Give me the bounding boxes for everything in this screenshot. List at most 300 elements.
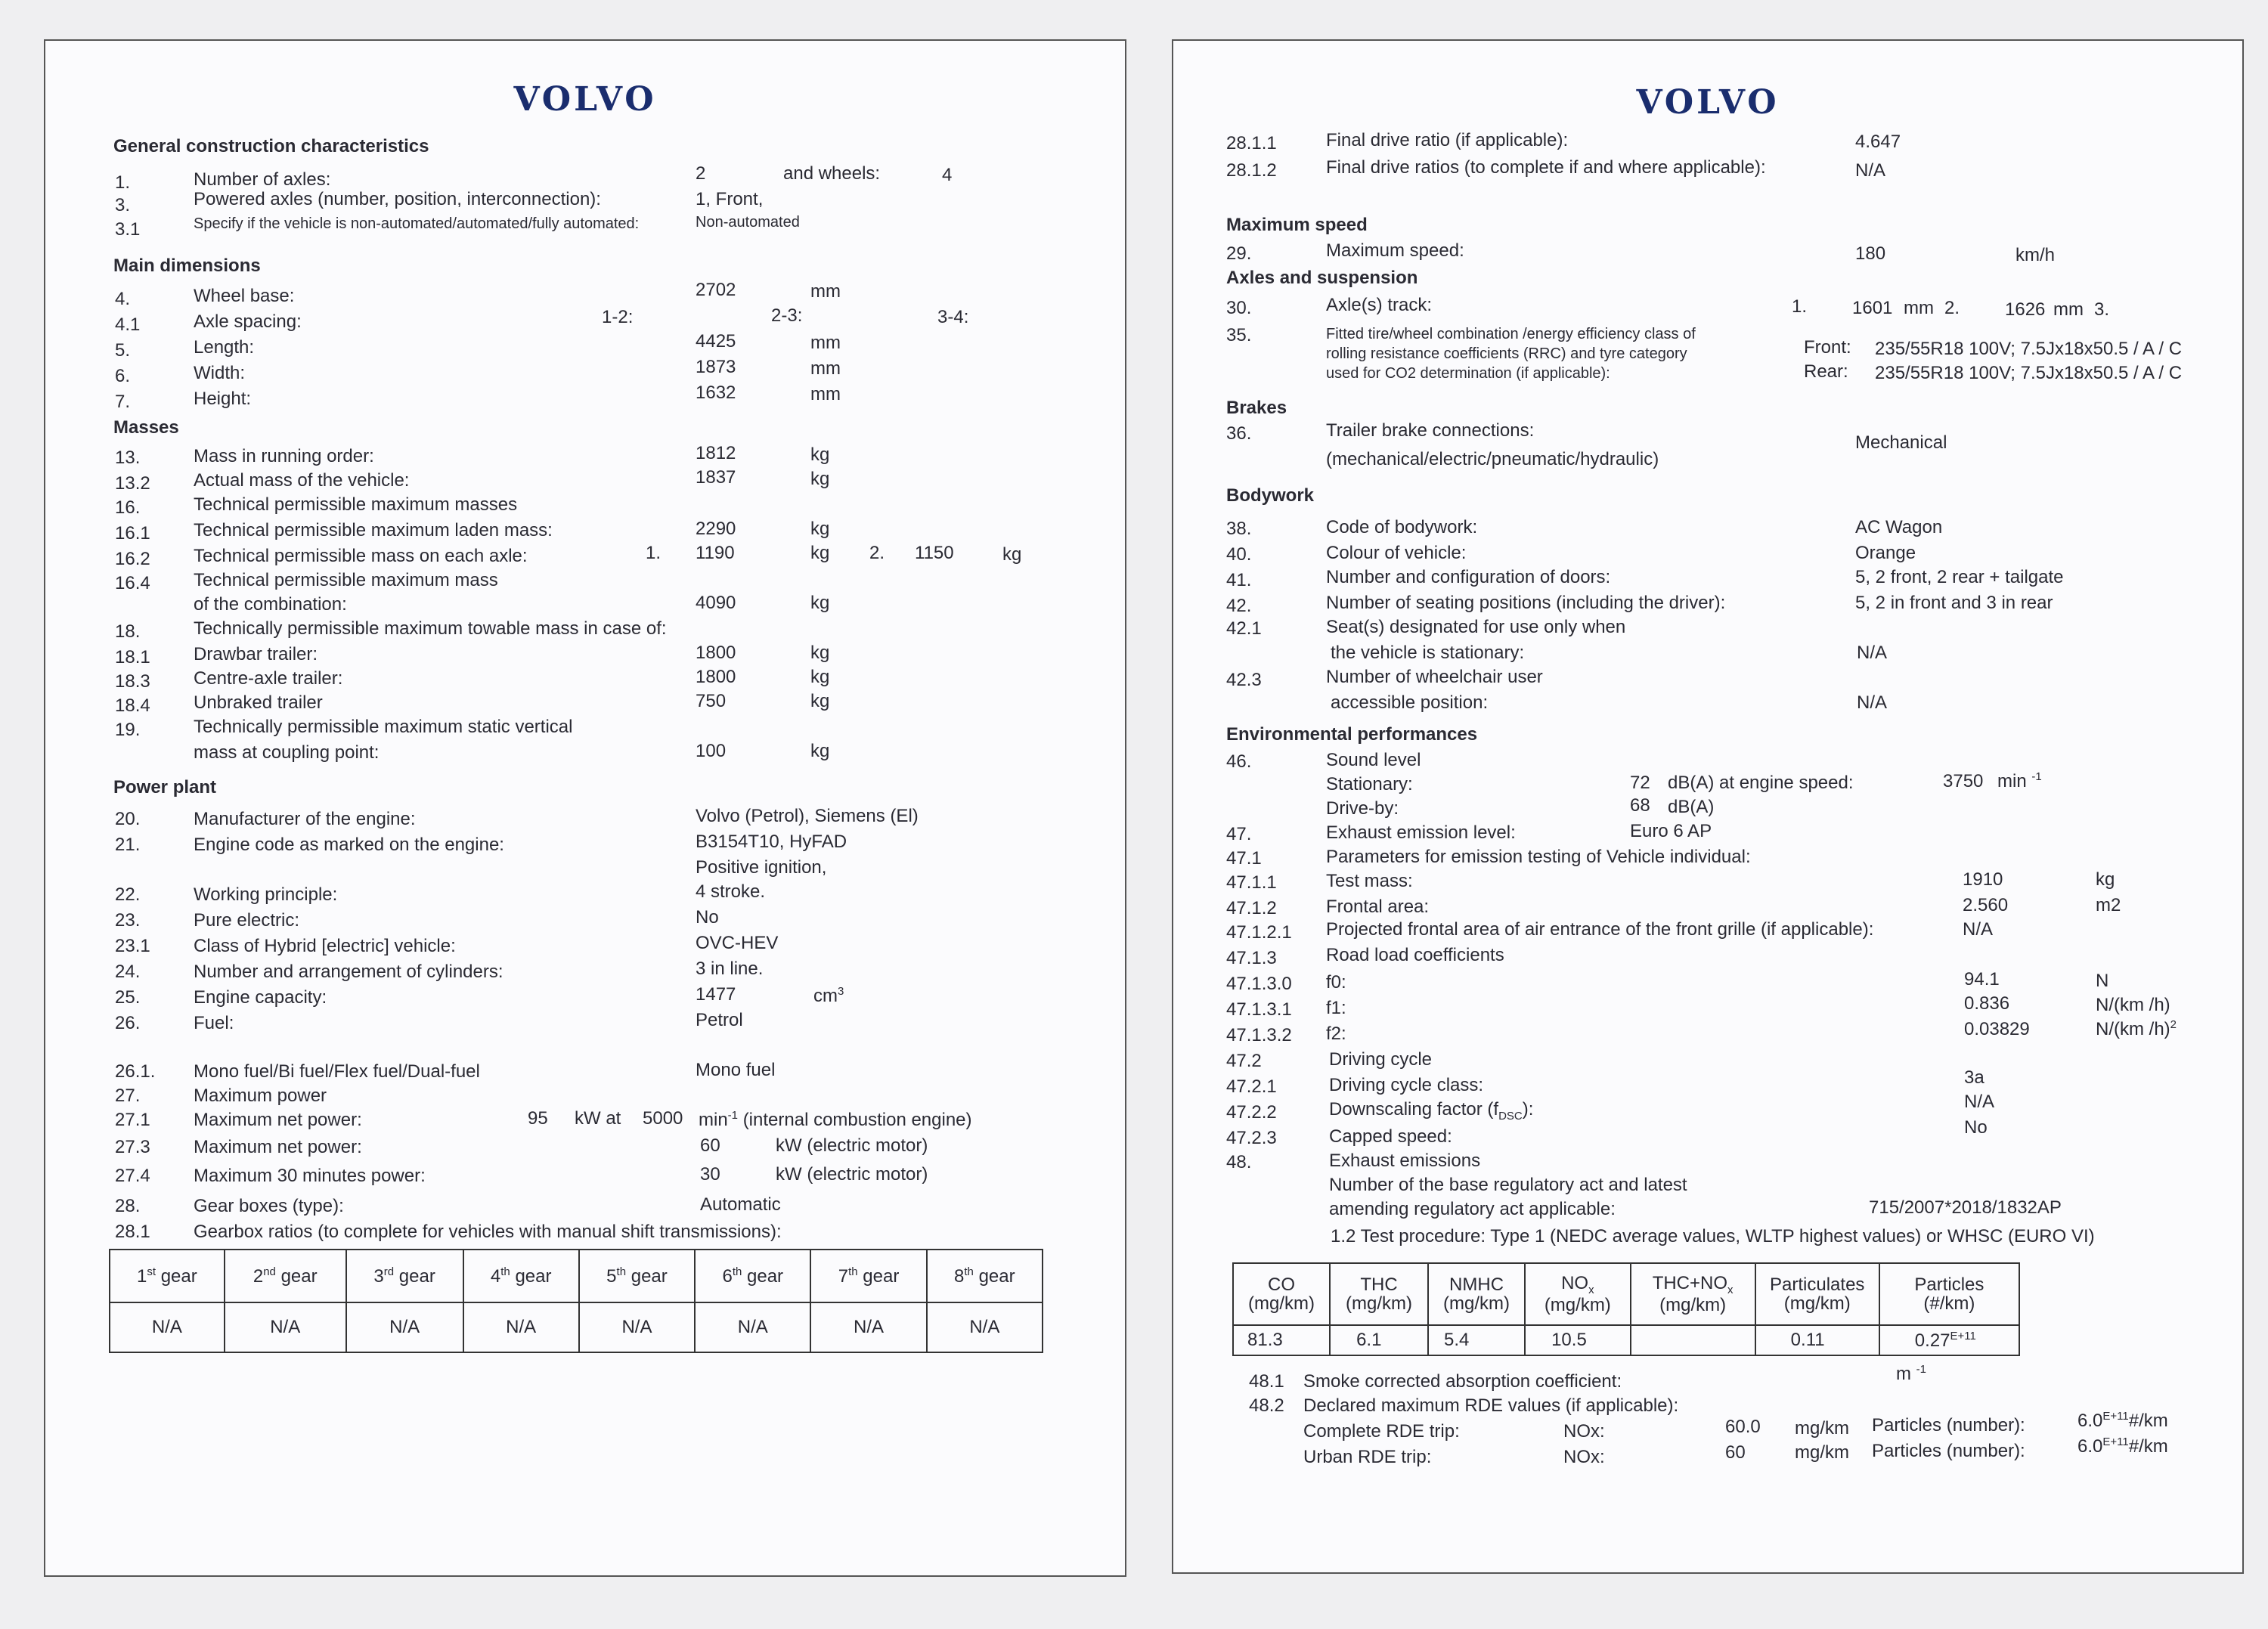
row-value: AC Wagon xyxy=(1855,517,1943,537)
row-number: 47.1.2 xyxy=(1226,898,1277,918)
row-unit xyxy=(1997,771,2042,791)
row-label: Code of bodywork: xyxy=(1326,517,1478,537)
row-unit: mm xyxy=(810,281,841,302)
row-label: 3-4: xyxy=(937,307,969,327)
emissions-header-cell: NMHC (mg/km) xyxy=(1428,1263,1525,1325)
gear-value-cell: N/A xyxy=(810,1302,926,1352)
row-value: Orange xyxy=(1855,543,1916,563)
row-label: 1. xyxy=(1792,296,1808,317)
row-number: 47.1.3.2 xyxy=(1226,1025,1292,1045)
rde-unit: mg/km xyxy=(1795,1442,1849,1463)
row-label: 2-3: xyxy=(771,305,803,326)
row-value: Positive ignition, xyxy=(696,857,827,878)
row-value: 5000 xyxy=(643,1108,683,1129)
row-value: N/A xyxy=(1964,1092,1995,1112)
row-label: Maximum net power: xyxy=(194,1137,362,1157)
row-value: Mono fuel xyxy=(696,1060,776,1080)
row-value: 1150 xyxy=(915,543,954,563)
row-label: Final drive ratio (if applicable): xyxy=(1326,130,1569,150)
row-value: 2.560 xyxy=(1963,895,2009,915)
unit-cm: cm xyxy=(813,986,838,1006)
unit-exp: -1 xyxy=(2031,770,2042,783)
row-label: Road load coefficients xyxy=(1326,945,1504,965)
unit-exp: 2 xyxy=(2170,1018,2177,1031)
row-unit xyxy=(813,986,844,1005)
row-value: No xyxy=(696,907,719,928)
row-number: 16.4 xyxy=(115,573,150,593)
row-unit: mm xyxy=(2053,299,2084,320)
row-label: Powered axles (number, position, interconnection): xyxy=(194,189,601,209)
row-label: Width: xyxy=(194,363,246,383)
particles-value: 0.27 xyxy=(1914,1330,1950,1351)
row-number: 18.3 xyxy=(115,671,150,692)
row-number: 7. xyxy=(115,392,131,412)
right-page xyxy=(1172,39,2244,1574)
row-number: 21. xyxy=(115,835,141,855)
row-number: 47.1.1 xyxy=(1226,872,1277,893)
gear-value-row xyxy=(110,1302,1043,1352)
gear-value-cell: N/A xyxy=(463,1302,579,1352)
rde-particles-value xyxy=(2077,1411,2168,1430)
row-unit xyxy=(2096,1019,2177,1039)
row-label: (mechanical/electric/pneumatic/hydraulic) xyxy=(1326,449,1659,469)
emissions-header-cell: Particles (#/km) xyxy=(1879,1263,2019,1325)
row-value: N/A xyxy=(1855,160,1886,181)
unit-exp: -1 xyxy=(727,1109,739,1122)
row-unit: mm xyxy=(810,358,841,379)
row-value: 1910 xyxy=(1963,869,2003,890)
test-procedure-label: 1.2 Test procedure: Type 1 (NEDC average values, WLTP highest values) or WHSC (EURO VI) xyxy=(1331,1226,2095,1247)
row-label: 3. xyxy=(2094,299,2110,320)
row-value: 72 xyxy=(1630,773,1650,793)
rde-label: Urban RDE trip: xyxy=(1303,1447,1432,1467)
emissions-header-cell: $NO_x$ (mg/km) xyxy=(1525,1263,1630,1325)
row-label: Engine code as marked on the engine: xyxy=(194,835,504,855)
row-label: Driving cycle xyxy=(1329,1049,1433,1070)
row-label: Gear boxes (type): xyxy=(194,1196,344,1216)
row-value: 3750 xyxy=(1943,771,1984,791)
row-value: 4090 xyxy=(696,593,736,613)
row-value: 100 xyxy=(696,741,727,761)
rde-value: 60 xyxy=(1725,1442,1746,1463)
row-number: 47.1.3.0 xyxy=(1226,974,1292,994)
row-number: 47.1.3.1 xyxy=(1226,999,1292,1020)
rde-particles-label: Particles (number): xyxy=(1872,1415,2025,1435)
row-label: Rear: xyxy=(1804,361,1848,382)
emissions-value-cell: 5.4 xyxy=(1428,1325,1525,1355)
emissions-header-cell: THC (mg/km) xyxy=(1330,1263,1428,1325)
row-number: 47. xyxy=(1226,824,1252,844)
row-value: Mechanical xyxy=(1855,432,1947,453)
volvo-logo: VOLVO xyxy=(1636,83,1780,122)
row-label: Declared maximum RDE values (if applicable): xyxy=(1303,1395,1679,1416)
row-value: 1800 xyxy=(696,667,736,687)
row-number: 48.2 xyxy=(1249,1395,1284,1416)
row-unit: kg xyxy=(810,543,830,563)
row-unit: mm xyxy=(810,333,841,353)
row-number: 42.3 xyxy=(1226,670,1262,690)
row-number: 28. xyxy=(115,1196,141,1216)
rde-particles-label: Particles (number): xyxy=(1872,1441,2025,1461)
row-label: Technical permissible maximum laden mass: xyxy=(194,520,553,540)
heading-bodywork: Bodywork xyxy=(1226,485,1315,506)
rde-particles-num: 6.0 xyxy=(2077,1436,2103,1457)
row-label: mass at coupling point: xyxy=(194,742,380,763)
gear-value-cell: N/A xyxy=(695,1302,810,1352)
row-unit xyxy=(699,1110,972,1129)
row-value: Volvo (Petrol), Siemens (El) xyxy=(696,806,919,826)
row-value: Euro 6 AP xyxy=(1630,821,1712,841)
row-label: Colour of vehicle: xyxy=(1326,543,1467,563)
row-number: 13.2 xyxy=(115,473,150,494)
unit-exp: -1 xyxy=(1916,1363,1927,1376)
emissions-value-cell: 10.5 xyxy=(1525,1325,1630,1355)
heading-general: General construction characteristics xyxy=(113,136,429,156)
row-unit: kg xyxy=(2096,869,2115,890)
row-number: 26. xyxy=(115,1013,141,1033)
row-label: Technical permissible mass on each axle: xyxy=(194,546,528,566)
row-unit: kg xyxy=(810,643,830,663)
row-number: 25. xyxy=(115,987,141,1008)
row-value: 4.647 xyxy=(1855,132,1901,152)
row-number: 27.4 xyxy=(115,1166,150,1186)
row-value: 235/55R18 100V; 7.5Jx18x50.5 / A / C xyxy=(1875,363,2183,383)
row-label: Number of wheelchair user xyxy=(1326,667,1543,687)
emissions-header-cell: $THC+NO_x$ (mg/km) xyxy=(1631,1263,1755,1325)
row-number: 42.1 xyxy=(1226,618,1262,639)
row-number: 13. xyxy=(115,448,141,468)
row-label: Mass in running order: xyxy=(194,446,374,466)
label-text: Downscaling factor (f xyxy=(1329,1099,1499,1120)
row-label: Maximum speed: xyxy=(1326,240,1464,261)
row-label: Specify if the vehicle is non-automated/automated/fully automated: xyxy=(194,215,640,232)
row-label: used for CO2 determination (if applicable): xyxy=(1326,365,1610,382)
row-label: f0: xyxy=(1326,972,1346,993)
row-number: 48. xyxy=(1226,1152,1252,1172)
row-value: 235/55R18 100V; 7.5Jx18x50.5 / A / C xyxy=(1875,339,2183,359)
row-label: Frontal area: xyxy=(1326,897,1430,917)
unit-min: min xyxy=(1997,771,2027,791)
gear-header-cell: 4th gear xyxy=(463,1250,579,1302)
row-number: 3.1 xyxy=(115,219,141,240)
gear-header-cell: 3rd gear xyxy=(346,1250,463,1302)
row-value: Non-automated xyxy=(696,214,800,231)
row-value: 1190 xyxy=(696,543,735,563)
row-label: Fuel: xyxy=(194,1013,234,1033)
row-label: Manufacturer of the engine: xyxy=(194,809,416,829)
rde-particles-exp: E+11 xyxy=(2102,1435,2129,1448)
row-value: OVC-HEV xyxy=(696,933,779,953)
row-value: 2 xyxy=(696,163,706,184)
rde-particles-unit: #/km xyxy=(2128,1436,2168,1457)
row-label: Drawbar trailer: xyxy=(194,644,318,664)
row-value: Automatic xyxy=(700,1194,781,1215)
row-value: Petrol xyxy=(696,1010,743,1030)
row-number: 5. xyxy=(115,340,131,361)
row-value: 1812 xyxy=(696,443,736,463)
row-number: 4.1 xyxy=(115,314,141,335)
row-number: 24. xyxy=(115,962,141,982)
row-value: 715/2007*2018/1832AP xyxy=(1869,1197,2062,1218)
rde-particles-unit: #/km xyxy=(2128,1411,2168,1431)
gear-header-cell: 8th gear xyxy=(927,1250,1043,1302)
emissions-value-row xyxy=(1233,1325,2019,1355)
row-label: 1. xyxy=(646,543,662,563)
row-number: 22. xyxy=(115,884,141,905)
emissions-header-row xyxy=(1233,1263,2019,1325)
row-unit: kW (electric motor) xyxy=(776,1135,928,1156)
row-label: Number of seating positions (including the driver): xyxy=(1326,593,1726,613)
gearbox-ratio-table xyxy=(109,1249,1043,1353)
row-value: 1477 xyxy=(696,984,736,1005)
row-number: 47.2.2 xyxy=(1226,1102,1277,1123)
row-number: 6. xyxy=(115,366,131,386)
row-number: 4. xyxy=(115,289,131,309)
row-unit: m2 xyxy=(2096,895,2121,915)
row-value: 0.03829 xyxy=(1964,1019,2030,1039)
row-label: Stationary: xyxy=(1326,774,1413,794)
row-number: 35. xyxy=(1226,325,1252,345)
row-unit: kg xyxy=(810,519,830,539)
row-label: Length: xyxy=(194,337,255,358)
row-number: 47.1.3 xyxy=(1226,948,1277,968)
row-label: the vehicle is stationary: xyxy=(1331,643,1525,663)
row-label: Gearbox ratios (to complete for vehicles with manual shift transmissions): xyxy=(194,1222,782,1242)
row-unit: kg xyxy=(810,469,830,489)
row-value: 60 xyxy=(700,1135,720,1156)
row-number: 16.2 xyxy=(115,549,150,569)
row-label: Actual mass of the vehicle: xyxy=(194,470,410,491)
row-number: 46. xyxy=(1226,751,1252,772)
row-label: Axle(s) track: xyxy=(1326,295,1433,315)
row-value: 0.836 xyxy=(1964,993,2010,1014)
gear-header-row xyxy=(110,1250,1043,1302)
row-label: Centre-axle trailer: xyxy=(194,668,343,689)
row-label: Seat(s) designated for use only when xyxy=(1326,617,1626,637)
row-label: Class of Hybrid [electric] vehicle: xyxy=(194,936,456,956)
row-number: 36. xyxy=(1226,423,1252,444)
gear-header-cell: 7th gear xyxy=(810,1250,926,1302)
gear-value-cell: N/A xyxy=(579,1302,695,1352)
row-unit: kW (electric motor) xyxy=(776,1164,928,1185)
row-number: 47.2.3 xyxy=(1226,1128,1277,1148)
row-value: No xyxy=(1964,1117,1988,1138)
row-number: 47.1 xyxy=(1226,848,1262,869)
row-label: Drive-by: xyxy=(1326,798,1399,819)
label-end: ): xyxy=(1522,1099,1534,1120)
row-label: Working principle: xyxy=(194,884,338,905)
row-value: 5, 2 in front and 3 in rear xyxy=(1855,593,2053,613)
row-value: 1601 xyxy=(1852,298,1893,318)
row-unit: kg xyxy=(810,444,830,465)
gear-header-cell: 6th gear xyxy=(695,1250,810,1302)
left-page xyxy=(44,39,1126,1577)
heading-max-speed: Maximum speed xyxy=(1226,215,1368,235)
row-value: 30 xyxy=(700,1164,720,1185)
row-number: 16.1 xyxy=(115,523,150,544)
emissions-value-cell xyxy=(1631,1325,1755,1355)
row-label: Smoke corrected absorption coefficient: xyxy=(1303,1371,1622,1392)
row-label: Maximum net power: xyxy=(194,1110,362,1130)
row-label: Parameters for emission testing of Vehicle individual: xyxy=(1326,847,1751,867)
row-number: 28.1.1 xyxy=(1226,133,1277,153)
emissions-table xyxy=(1232,1262,2020,1356)
row-value: 68 xyxy=(1630,795,1650,816)
volvo-logo: VOLVO xyxy=(513,80,657,119)
row-value: 180 xyxy=(1855,243,1886,264)
row-value: N/A xyxy=(1857,692,1888,713)
row-label: Height: xyxy=(194,389,252,409)
row-label: Unbraked trailer xyxy=(194,692,323,713)
row-value: 2702 xyxy=(696,280,736,300)
row-label: Technical permissible maximum mass xyxy=(194,570,498,590)
row-value: 95 xyxy=(528,1108,548,1129)
row-unit: kg xyxy=(810,691,830,711)
heading-masses: Masses xyxy=(113,417,179,438)
row-number: 30. xyxy=(1226,298,1252,318)
row-unit: mm xyxy=(1904,298,1934,318)
row-number: 26.1. xyxy=(115,1061,156,1082)
gear-value-cell: N/A xyxy=(110,1302,225,1352)
row-value: 4 stroke. xyxy=(696,881,766,902)
row-unit: N/(km /h) xyxy=(2096,995,2170,1015)
row-unit: km/h xyxy=(2015,245,2056,265)
rde-value: 60.0 xyxy=(1725,1417,1761,1437)
emissions-value-cell xyxy=(1879,1325,2019,1355)
heading-power-plant: Power plant xyxy=(113,777,217,797)
row-value: B3154T10, HyFAD xyxy=(696,832,847,852)
row-value: 1626 xyxy=(2005,299,2046,320)
heading-main-dimensions: Main dimensions xyxy=(113,255,261,276)
row-number: 47.2.1 xyxy=(1226,1076,1277,1097)
row-number: 41. xyxy=(1226,570,1252,590)
particles-exp: E+11 xyxy=(1950,1329,1976,1343)
row-label: Projected frontal area of air entrance of the front grille (if applicable): xyxy=(1326,919,1874,940)
row-number: 1. xyxy=(115,172,131,193)
row-number: 19. xyxy=(115,720,141,740)
row-label: Technically permissible maximum static vertical xyxy=(194,717,573,737)
row-label: Engine capacity: xyxy=(194,987,327,1008)
row-number: 42. xyxy=(1226,596,1252,616)
row-number: 40. xyxy=(1226,544,1252,565)
row-value: 1837 xyxy=(696,467,736,488)
row-number: 20. xyxy=(115,809,141,829)
row-label: Axle spacing: xyxy=(194,311,302,332)
row-value: N/A xyxy=(1963,919,1994,940)
row-value: 4425 xyxy=(696,331,736,352)
row-label: Mono fuel/Bi fuel/Flex fuel/Dual-fuel xyxy=(194,1061,480,1082)
unit-min: min xyxy=(699,1110,728,1130)
row-number: 27.1 xyxy=(115,1110,150,1130)
gear-value-cell: N/A xyxy=(927,1302,1043,1352)
row-number: 16. xyxy=(115,497,141,518)
row-number: 18.1 xyxy=(115,647,150,667)
emissions-header-cell: CO (mg/km) xyxy=(1233,1263,1330,1325)
row-label: Number of axles: xyxy=(194,169,331,190)
row-unit: kg xyxy=(810,593,830,613)
row-label: f2: xyxy=(1326,1024,1346,1044)
label-sub: DSC xyxy=(1498,1109,1523,1123)
row-label: Number of the base regulatory act and latest xyxy=(1329,1175,1687,1195)
row-label: 2. xyxy=(1944,298,1960,318)
row-label: Fitted tire/wheel combination /energy efficiency class of xyxy=(1326,326,1696,342)
row-unit: kg xyxy=(810,667,830,687)
gear-header-cell: 5th gear xyxy=(579,1250,695,1302)
row-label: Wheel base: xyxy=(194,286,295,306)
heading-environmental: Environmental performances xyxy=(1226,724,1478,745)
row-value: 750 xyxy=(696,691,727,711)
row-label: amending regulatory act applicable: xyxy=(1329,1199,1616,1219)
gear-value-cell: N/A xyxy=(225,1302,346,1352)
row-label: Maximum 30 minutes power: xyxy=(194,1166,426,1186)
row-number: 28.1 xyxy=(115,1222,150,1242)
row-unit: mm xyxy=(810,384,841,404)
row-number: 18.4 xyxy=(115,695,150,716)
row-label: Technical permissible maximum masses xyxy=(194,494,518,515)
row-value: 2290 xyxy=(696,519,736,539)
row-number: 3. xyxy=(115,195,131,215)
emissions-value-cell: 6.1 xyxy=(1330,1325,1428,1355)
emissions-value-cell: 0.11 xyxy=(1755,1325,1879,1355)
rde-label: Complete RDE trip: xyxy=(1303,1421,1460,1442)
row-number: 28.1.2 xyxy=(1226,160,1277,181)
rde-nox-label: NOx: xyxy=(1563,1421,1605,1442)
gear-header-cell: 2nd gear xyxy=(225,1250,346,1302)
row-label: 2. xyxy=(869,543,885,563)
unit-exp: 3 xyxy=(838,985,844,998)
row-label: Exhaust emissions xyxy=(1329,1151,1481,1171)
row-number: 38. xyxy=(1226,519,1252,539)
emissions-value-cell: 81.3 xyxy=(1233,1325,1330,1355)
row-label: Maximum power xyxy=(194,1085,327,1106)
row-label: rolling resistance coefficients (RRC) and tyre category xyxy=(1326,345,1687,362)
heading-axles: Axles and suspension xyxy=(1226,268,1418,288)
rde-particles-value xyxy=(2077,1436,2168,1456)
unit-text: N/(km /h) xyxy=(2096,1019,2170,1039)
gear-header-cell: 1st gear xyxy=(110,1250,225,1302)
row-unit: kW at xyxy=(575,1108,621,1129)
heading-brakes: Brakes xyxy=(1226,398,1287,418)
unit-m: m xyxy=(1896,1364,1911,1384)
row-unit: kg xyxy=(1002,544,1022,565)
row-label: Number and configuration of doors: xyxy=(1326,567,1611,587)
row-label: f1: xyxy=(1326,998,1346,1018)
row-label: 1-2: xyxy=(602,307,634,327)
row-value: N/A xyxy=(1857,643,1888,663)
row-label: Front: xyxy=(1804,337,1851,358)
row-unit: kg xyxy=(810,741,830,761)
row-label: accessible position: xyxy=(1331,692,1489,713)
row-value: 1632 xyxy=(696,382,736,403)
row-label: Pure electric: xyxy=(194,910,300,931)
row-label: Exhaust emission level: xyxy=(1326,822,1516,843)
row-number: 48.1 xyxy=(1249,1371,1284,1392)
row-label: Final drive ratios (to complete if and where applicable): xyxy=(1326,157,1766,178)
row-unit: dB(A) at engine speed: xyxy=(1668,773,1854,793)
row-note: (internal combustion engine) xyxy=(742,1110,972,1130)
row-label: Sound level xyxy=(1326,750,1421,770)
row-label: Test mass: xyxy=(1326,871,1413,891)
row-number: 23.1 xyxy=(115,936,150,956)
row-number: 27. xyxy=(115,1085,141,1106)
row-unit: dB(A) xyxy=(1668,797,1715,817)
rde-particles-exp: E+11 xyxy=(2102,1410,2129,1423)
row-value: 1, Front, xyxy=(696,189,764,209)
row-value: 1873 xyxy=(696,357,736,377)
gear-value-cell: N/A xyxy=(346,1302,463,1352)
rde-unit: mg/km xyxy=(1795,1418,1849,1439)
row-label xyxy=(1329,1101,1533,1122)
